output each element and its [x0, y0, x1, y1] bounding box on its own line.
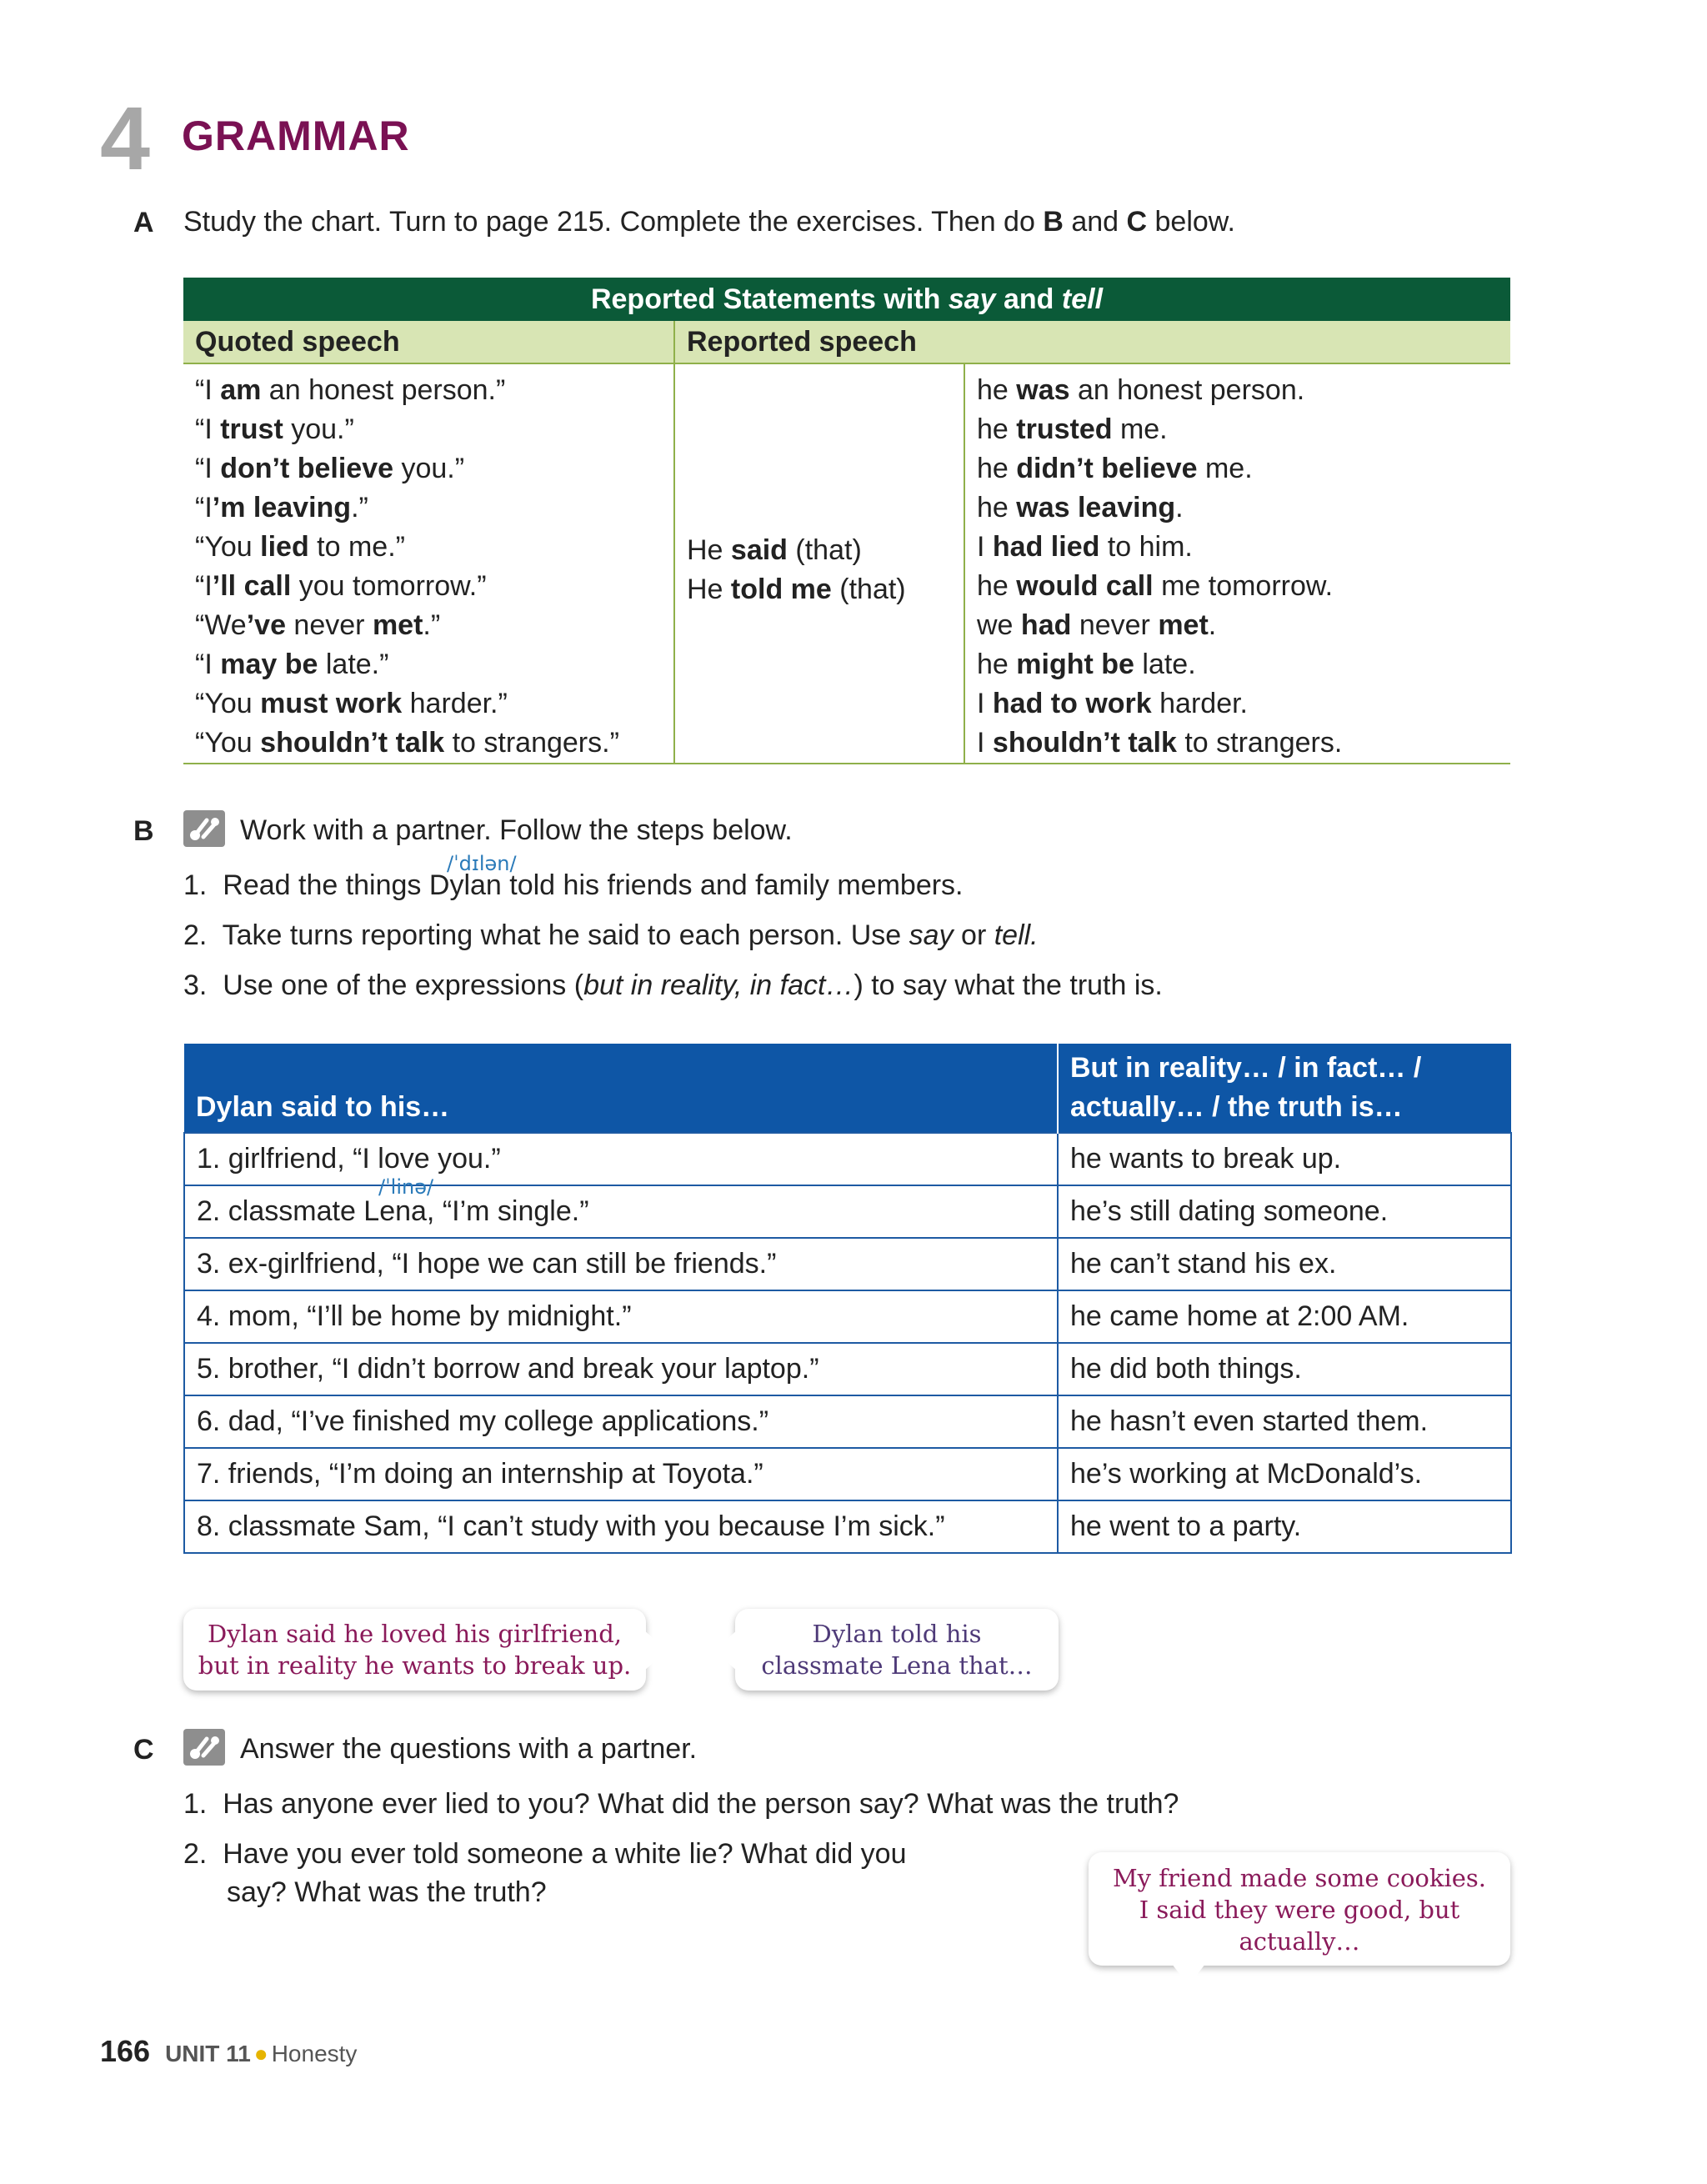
table-row [184, 1290, 1511, 1343]
word-or: or [953, 919, 994, 951]
text-plain: harder. [1151, 688, 1249, 719]
text-bold: ’ve [246, 609, 286, 641]
text-plain: to him. [1099, 531, 1193, 563]
step-text: Use one of the expressions ( [223, 969, 584, 1001]
text-bold: lied [260, 531, 309, 563]
truth-cell: he’s still dating someone. [1058, 1185, 1511, 1238]
text-plain: .” [351, 492, 368, 523]
reported-line [977, 724, 1499, 763]
reported-line [977, 567, 1499, 606]
text-plain: an honest person. [1069, 374, 1305, 406]
pair-work-icon [183, 810, 225, 847]
text-bold: didn’t believe [1016, 453, 1198, 484]
text-bold: ’m leaving [212, 492, 352, 523]
step-1 [183, 869, 964, 903]
text-plain: “You [195, 727, 261, 759]
quoted-line [195, 567, 662, 606]
text-bold: ’ll call [212, 570, 292, 602]
reported-line [977, 410, 1499, 449]
col-dylan-said: Dylan said to his… [184, 1044, 1058, 1133]
text-plain: to me.” [308, 531, 405, 563]
question-2-line2: say? What was the truth? [227, 1876, 547, 1908]
text-plain: never [285, 609, 373, 641]
table-row [184, 1395, 1511, 1448]
text-plain: “We [195, 609, 247, 641]
unit-topic: Honesty [271, 2041, 358, 2066]
text-plain: “I [195, 649, 221, 680]
word-say: say [909, 919, 954, 951]
instruction-text: Study the chart. Turn to page 215. Complete the exercises. Then do [183, 206, 1044, 238]
question-number: 1. [183, 1788, 208, 1820]
chart-title-tell: tell [1061, 283, 1104, 315]
question-text: Has anyone ever lied to you? What did the person say? What was the truth? [223, 1788, 1179, 1820]
reported-line [977, 449, 1499, 488]
text-plain: we [977, 609, 1021, 641]
bubble-line: but in reality he wants to break up. [198, 1651, 632, 1680]
quoted-line [195, 528, 662, 567]
text-plain: . [1208, 609, 1217, 641]
bubble-line: My friend made some cookies. [1112, 1864, 1486, 1892]
truth-cell: he’s working at McDonald’s. [1058, 1448, 1511, 1500]
text-plain: “I [195, 413, 221, 445]
name-dylan: Dylan [428, 869, 502, 901]
said-cell: 2. classmate Lena, “I’m single.” [184, 1185, 1058, 1238]
quoted-line [195, 371, 662, 410]
text-plain: I [977, 688, 993, 719]
table-row [184, 1448, 1511, 1500]
truth-cell: he can’t stand his ex. [1058, 1238, 1511, 1290]
part-b-letter: B [133, 815, 154, 847]
text-plain: to strangers. [1176, 727, 1343, 759]
speech-bubble-example-2 [735, 1609, 1059, 1691]
text-bold: had [1020, 609, 1072, 641]
text-plain: “You [195, 688, 261, 719]
bubble-line: actually… [1239, 1927, 1360, 1956]
text-plain: (that) [831, 574, 906, 605]
text-plain: “I [195, 453, 221, 484]
reported-line [977, 684, 1499, 724]
said-cell: 6. dad, “I’ve finished my college applications.” [184, 1395, 1058, 1448]
text-plain: an honest person.” [261, 374, 506, 406]
step-number: 3. [183, 969, 208, 1001]
step-number: 2. [183, 919, 208, 951]
text-bold: might be [1016, 649, 1134, 680]
truth-cell: he hasn’t even started them. [1058, 1395, 1511, 1448]
text-plain: “You [195, 531, 261, 563]
said-cell: 8. classmate Sam, “I can’t study with you because I’m sick.” [184, 1500, 1058, 1553]
chart-title-text: Reported Statements with [590, 283, 949, 315]
part-b-instruction: Work with a partner. Follow the steps below. [240, 814, 793, 846]
text-plain: he [977, 649, 1017, 680]
text-bold: shouldn’t talk [260, 727, 445, 759]
text-plain: .” [423, 609, 441, 641]
text-bold: said [730, 534, 788, 566]
bubble-line: I said they were good, but [1139, 1896, 1460, 1924]
reported-line [977, 488, 1499, 528]
part-c-letter: C [133, 1734, 154, 1766]
part-a-letter: A [133, 207, 154, 238]
text-plain: he [977, 413, 1017, 445]
bullet-dot-icon: ● [253, 2041, 268, 2066]
truth-cell: he came home at 2:00 AM. [1058, 1290, 1511, 1343]
quoted-line [195, 724, 662, 763]
unit-label: UNIT 11 [165, 2041, 251, 2066]
col-truth [1058, 1044, 1511, 1133]
page-footer [100, 2034, 357, 2069]
col-truth-line2: actually… / the truth is… [1070, 1091, 1403, 1123]
question-1 [183, 1787, 1179, 1821]
text-bold: was leaving [1016, 492, 1176, 523]
bubble-line: Dylan said he loved his girlfriend, [208, 1620, 622, 1648]
pronunciation-lena: /ˈlinə/ [378, 1175, 434, 1199]
text-bold: had lied [992, 531, 1100, 563]
text-bold: had to work [992, 688, 1152, 719]
truth-cell: he wants to break up. [1058, 1133, 1511, 1185]
instruction-c: C [1126, 206, 1148, 238]
text-bold: may be [220, 649, 318, 680]
section-title: GRAMMAR [182, 113, 410, 159]
step-3 [183, 969, 1163, 1003]
chart-title-say: say [948, 283, 996, 315]
col-quoted-speech: Quoted speech [183, 321, 674, 363]
reported-line [977, 528, 1499, 567]
step-text: Take turns reporting what he said to each person. Use [222, 919, 909, 951]
text-bold: trust [220, 413, 283, 445]
dylan-table [183, 1044, 1512, 1554]
bubble-tail [1172, 1964, 1205, 1986]
text-plain: he [977, 570, 1017, 602]
col-truth-line1: But in reality… / in fact… / [1070, 1052, 1422, 1084]
question-2 [183, 1837, 907, 1871]
speech-bubble-example-1 [183, 1609, 646, 1691]
text-plain: I [977, 531, 993, 563]
speech-bubble-example-3 [1089, 1852, 1510, 1966]
quoted-line [195, 684, 662, 724]
section-number: 4 [100, 88, 151, 188]
reported-line [977, 371, 1499, 410]
reported-line [977, 606, 1499, 645]
quoted-line [195, 449, 662, 488]
col-reported-speech: Reported speech [674, 321, 1510, 363]
table-row [184, 1238, 1511, 1290]
text-plain: “I [195, 492, 213, 523]
quoted-line [195, 645, 662, 684]
text-plain: me. [1112, 413, 1168, 445]
said-cell: 1. girlfriend, “I love you.” [184, 1133, 1058, 1185]
text-plain: he [977, 374, 1017, 406]
pair-work-icon [183, 1729, 225, 1766]
text-plain: (that) [787, 534, 862, 566]
text-plain: you tomorrow.” [291, 570, 487, 602]
step-text-post: ) to say what the truth is. [854, 969, 1163, 1001]
reporting-verb-column [674, 363, 964, 764]
step-number: 1. [183, 869, 208, 901]
bubble-line: classmate Lena that… [761, 1651, 1033, 1680]
text-plain: me. [1197, 453, 1253, 484]
instruction-b: B [1043, 206, 1064, 238]
text-plain: “I [195, 570, 213, 602]
text-plain: He [687, 574, 731, 605]
bubble-tail [644, 1630, 668, 1671]
quoted-column [183, 363, 674, 764]
text-plain: you.” [283, 413, 354, 445]
part-a-instruction [183, 205, 1235, 239]
grammar-chart [183, 278, 1510, 764]
quoted-line [195, 488, 662, 528]
said-cell: 3. ex-girlfriend, “I hope we can still be friends.” [184, 1238, 1058, 1290]
truth-cell: he did both things. [1058, 1343, 1511, 1395]
question-text: Have you ever told someone a white lie? What did you [223, 1838, 907, 1870]
text-plain: he [977, 492, 1017, 523]
page-number: 166 [100, 2034, 151, 2068]
text-plain: I [977, 727, 993, 759]
bubble-tail [713, 1630, 737, 1671]
text-bold: met [372, 609, 423, 641]
text-plain: never [1071, 609, 1159, 641]
text-bold: was [1016, 374, 1070, 406]
text-bold: met [1158, 609, 1209, 641]
text-bold: don’t believe [220, 453, 394, 484]
chart-title-and: and [995, 283, 1062, 315]
said-cell: 5. brother, “I didn’t borrow and break your laptop.” [184, 1343, 1058, 1395]
question-number: 2. [183, 1838, 208, 1870]
step-2 [183, 919, 1039, 953]
said-cell: 4. mom, “I’ll be home by midnight.” [184, 1290, 1058, 1343]
text-bold: must work [260, 688, 403, 719]
text-plain: He [687, 534, 731, 566]
text-plain: . [1175, 492, 1184, 523]
text-plain: “I [195, 374, 221, 406]
truth-cell: he went to a party. [1058, 1500, 1511, 1553]
part-c-instruction: Answer the questions with a partner. [240, 1733, 698, 1765]
text-plain: he [977, 453, 1017, 484]
bubble-line: Dylan told his [812, 1620, 982, 1648]
expressions-italic: but in reality, in fact… [583, 969, 854, 1001]
said-cell: 7. friends, “I’m doing an internship at Toyota.” [184, 1448, 1058, 1500]
word-tell: tell. [994, 919, 1039, 951]
text-bold: would call [1016, 570, 1154, 602]
step-text: Read the things [223, 869, 429, 901]
reported-line [977, 645, 1499, 684]
text-plain: me tomorrow. [1153, 570, 1334, 602]
text-plain: late. [1134, 649, 1196, 680]
reporting-verb-line [687, 570, 952, 609]
table-row [184, 1343, 1511, 1395]
text-bold: shouldn’t talk [992, 727, 1177, 759]
table-row [184, 1500, 1511, 1553]
text-bold: am [220, 374, 262, 406]
text-plain: late.” [318, 649, 389, 680]
text-plain: harder.” [402, 688, 508, 719]
text-plain: you.” [393, 453, 465, 484]
reported-column [964, 363, 1510, 764]
pronunciation-dylan: /ˈdɪlən/ [447, 852, 517, 875]
text-bold: told me [730, 574, 832, 605]
reporting-verb-line [687, 531, 952, 570]
instruction-and: and [1063, 206, 1127, 238]
step-text-post: told his friends and family members. [501, 869, 964, 901]
quoted-line [195, 606, 662, 645]
instruction-post: below. [1147, 206, 1235, 238]
chart-title [183, 278, 1510, 321]
text-plain: to strangers.” [444, 727, 619, 759]
text-bold: trusted [1016, 413, 1113, 445]
quoted-line [195, 410, 662, 449]
